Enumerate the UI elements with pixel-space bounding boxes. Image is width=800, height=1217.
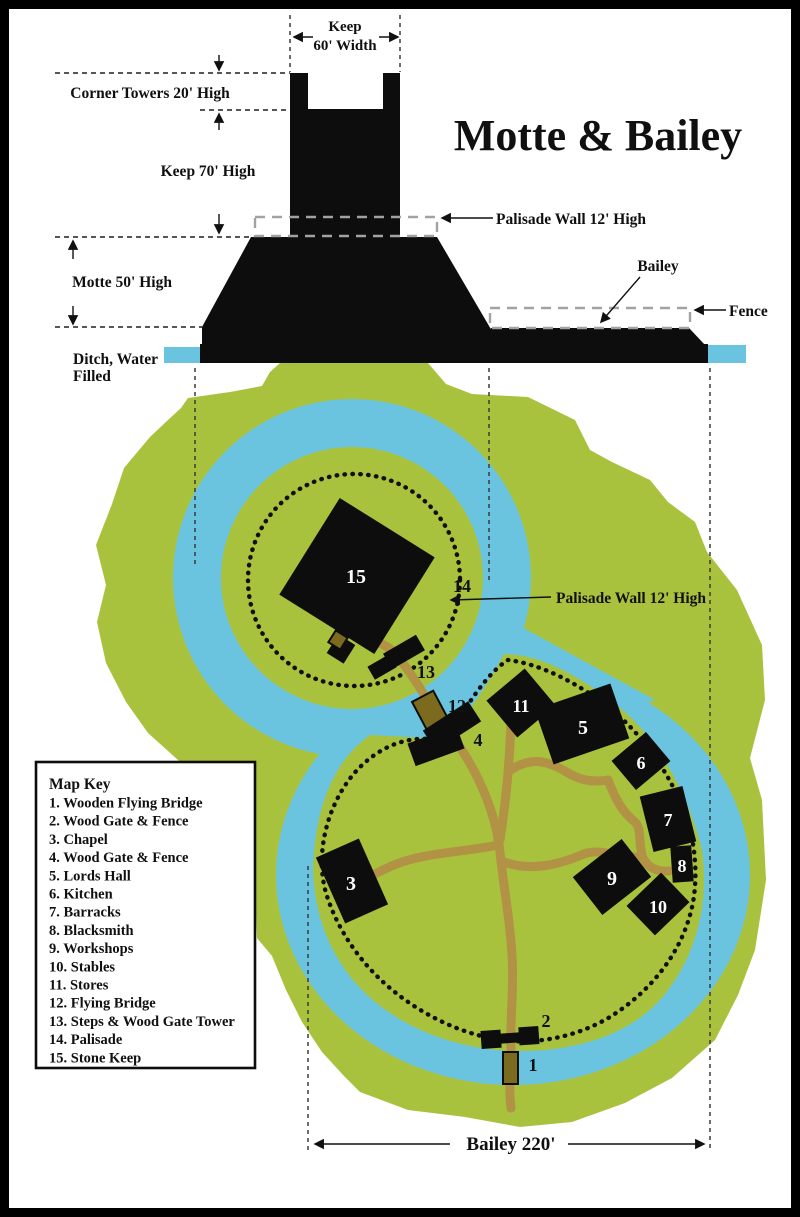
marker-12: 12 — [448, 696, 466, 716]
map-key-item-5: 5. Lords Hall — [49, 868, 131, 885]
marker-3: 3 — [346, 873, 356, 895]
keep-width-label-line2: 60' Width — [313, 38, 377, 54]
motte-height-label: Motte 50' High — [72, 274, 172, 291]
ditch-left-water — [164, 347, 200, 363]
map-key-item-10: 10. Stables — [49, 959, 116, 976]
map-key-item-4: 4. Wood Gate & Fence — [49, 850, 189, 867]
ditch-right-water — [708, 345, 746, 363]
map-key-item-13: 13. Steps & Wood Gate Tower — [49, 1013, 235, 1030]
fence-label: Fence — [729, 303, 768, 320]
palisade-wall-label: Palisade Wall 12' High — [496, 211, 647, 228]
bailey-platform-shape — [487, 328, 706, 346]
marker-10: 10 — [649, 897, 667, 917]
ditch-label-line2: Filled — [73, 368, 111, 385]
marker-15: 15 — [346, 566, 366, 588]
map-key-item-2: 2. Wood Gate & Fence — [49, 813, 189, 830]
marker-11: 11 — [512, 696, 530, 716]
wooden-flying-bridge-1 — [503, 1052, 518, 1084]
ground-shape — [200, 344, 708, 363]
page-title: Motte & Bailey — [453, 111, 743, 160]
map-key-item-7: 7. Barracks — [49, 904, 121, 921]
marker-1: 1 — [528, 1055, 538, 1075]
bailey-dimension-label: Bailey 220' — [466, 1134, 556, 1155]
map-palisade-label: Palisade Wall 12' High — [556, 590, 707, 607]
map-key-title: Map Key — [49, 776, 111, 793]
map-key — [36, 762, 255, 1068]
corner-towers-label: Corner Towers 20' High — [70, 85, 230, 102]
marker-2: 2 — [541, 1011, 551, 1031]
map-key-item-1: 1. Wooden Flying Bridge — [49, 795, 203, 812]
map-key-item-11: 11. Stores — [49, 977, 109, 994]
marker-14: 14 — [453, 576, 471, 596]
ditch-label-line1: Ditch, Water — [73, 351, 158, 368]
marker-7: 7 — [663, 810, 673, 830]
map-key-item-15: 15. Stone Keep — [49, 1050, 142, 1067]
marker-4: 4 — [473, 730, 483, 750]
map-key-item-6: 6. Kitchen — [49, 886, 113, 903]
keep-height-label: Keep 70' High — [160, 163, 256, 180]
bailey-label: Bailey — [637, 258, 679, 275]
map-key-item-8: 8. Blacksmith — [49, 922, 134, 939]
marker-13: 13 — [417, 662, 435, 682]
map-key-item-12: 12. Flying Bridge — [49, 995, 156, 1012]
keep-width-label-line1: Keep — [328, 19, 362, 35]
marker-5: 5 — [578, 717, 588, 739]
marker-9: 9 — [607, 868, 617, 890]
map-key-item-3: 3. Chapel — [49, 831, 108, 848]
map-key-item-9: 9. Workshops — [49, 941, 134, 958]
marker-8: 8 — [677, 856, 687, 876]
map-key-item-14: 14. Palisade — [49, 1032, 123, 1049]
marker-6: 6 — [636, 753, 646, 773]
